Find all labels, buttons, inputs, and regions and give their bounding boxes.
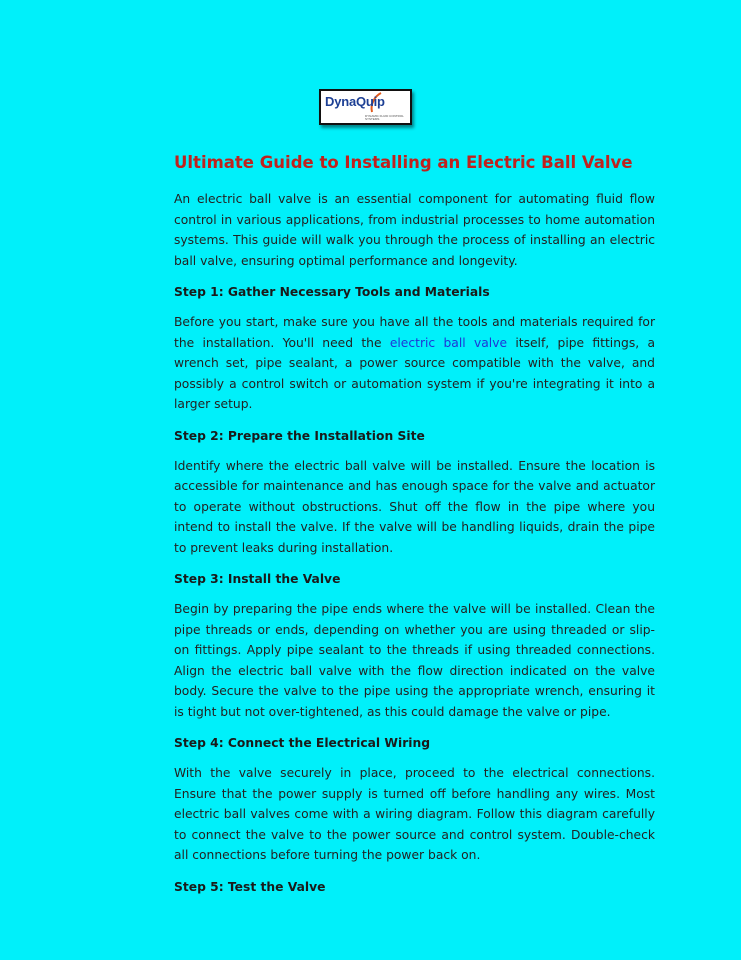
step-1-text-after-link: itself, pipe fittings, a wrench set, pipe sealant, a power source compatible with the valve, and possibly a control switch or automation system if you're integrating it into a larger setup. — [174, 335, 655, 411]
dynaquip-logo — [319, 89, 412, 125]
electric-ball-valve-link[interactable]: electric ball valve — [389, 335, 508, 350]
intro-paragraph: An electric ball valve is an essential component for automating fluid flow control in various applications, from industrial processes to home automation systems. This guide will walk you through the process of installing an electric ball valve, ensuring optimal performance and longevity. — [174, 192, 655, 268]
step-2-heading: Step 2: Prepare the Installation Site — [174, 428, 425, 443]
step-3-paragraph: Begin by preparing the pipe ends where the valve will be installed. Clean the pipe threads or ends, depending on whether you are using threaded or slip-on fittings. Apply pipe sealant to the threads if using threaded connections. Align the electric ball valve with the flow direction indicated on the valve body. Secure the valve to the pipe using the appropriate wrench, ensuring it is tight but not over-tightened, as this could damage the valve or pipe. — [174, 602, 655, 719]
step-2-paragraph: Identify where the electric ball valve will be installed. Ensure the location is accessible for maintenance and has enough space for the valve and actuator to operate without obstructions. Shut off the flow in the pipe where you intend to install the valve. If the valve will be handling liquids, drain the pipe to prevent leaks during installation. — [174, 458, 655, 555]
step-4-paragraph: With the valve securely in place, proceed to the electrical connections. Ensure that the power supply is turned off before handling any wires. Most electric ball valves come with a wiring diagram. Follow this diagram carefully to connect the valve to the power source and control system. Double-check all connections before turning the power back on. — [174, 766, 655, 862]
step-1-heading: Step 1: Gather Necessary Tools and Materials — [174, 285, 490, 299]
article-title: Ultimate Guide to Installing an Electric Ball Valve — [174, 153, 633, 172]
step-3-heading: Step 3: Install the Valve — [174, 572, 341, 586]
step-5-heading: Step 5: Test the Valve — [174, 879, 326, 894]
step-1-paragraph — [174, 312, 655, 415]
logo-wordmark: DynaQuip — [325, 94, 385, 109]
article — [174, 151, 655, 897]
logo-tagline: DYNAMIC FLUID CONTROL SYSTEMS — [365, 114, 404, 122]
step-4-heading: Step 4: Connect the Electrical Wiring — [174, 736, 431, 750]
step-1-text-before-link: Before you start, make sure you have all the tools and materials required for the installation. You'll need the — [174, 315, 655, 350]
